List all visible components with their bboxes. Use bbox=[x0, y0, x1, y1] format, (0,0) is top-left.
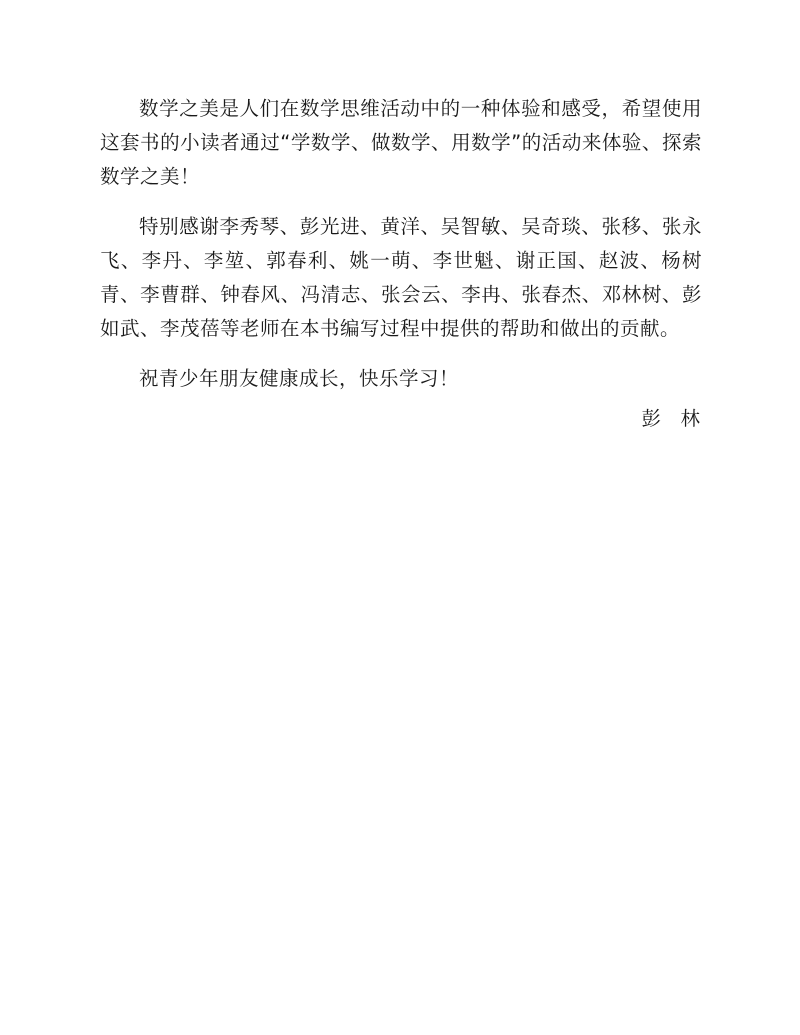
author-name: 彭 林 bbox=[641, 407, 700, 430]
author-signature bbox=[100, 402, 702, 436]
paragraph-beauty-of-math: 数学之美是人们在数学思维活动中的一种体验和感受，希望使用这套书的小读者通过“学数学、做数学、用数学”的活动来体验、探索数学之美！ bbox=[100, 97, 702, 188]
document-page bbox=[100, 92, 702, 436]
paragraph-wishes: 祝青少年朋友健康成长，快乐学习！ bbox=[139, 367, 460, 390]
paragraph-acknowledgements: 特别感谢李秀琴、彭光进、黄洋、吴智敏、吴奇琰、张移、张永飞、李丹、李堃、郭春利、姚一萌、李世魁、谢正国、赵波、杨树青、李曹群、钟春风、冯清志、张会云、李冉、张春杰、邓林树、彭如武、李茂蓓等老师在本书编写过程中提供的帮助和做出的贡献。 bbox=[100, 215, 702, 340]
